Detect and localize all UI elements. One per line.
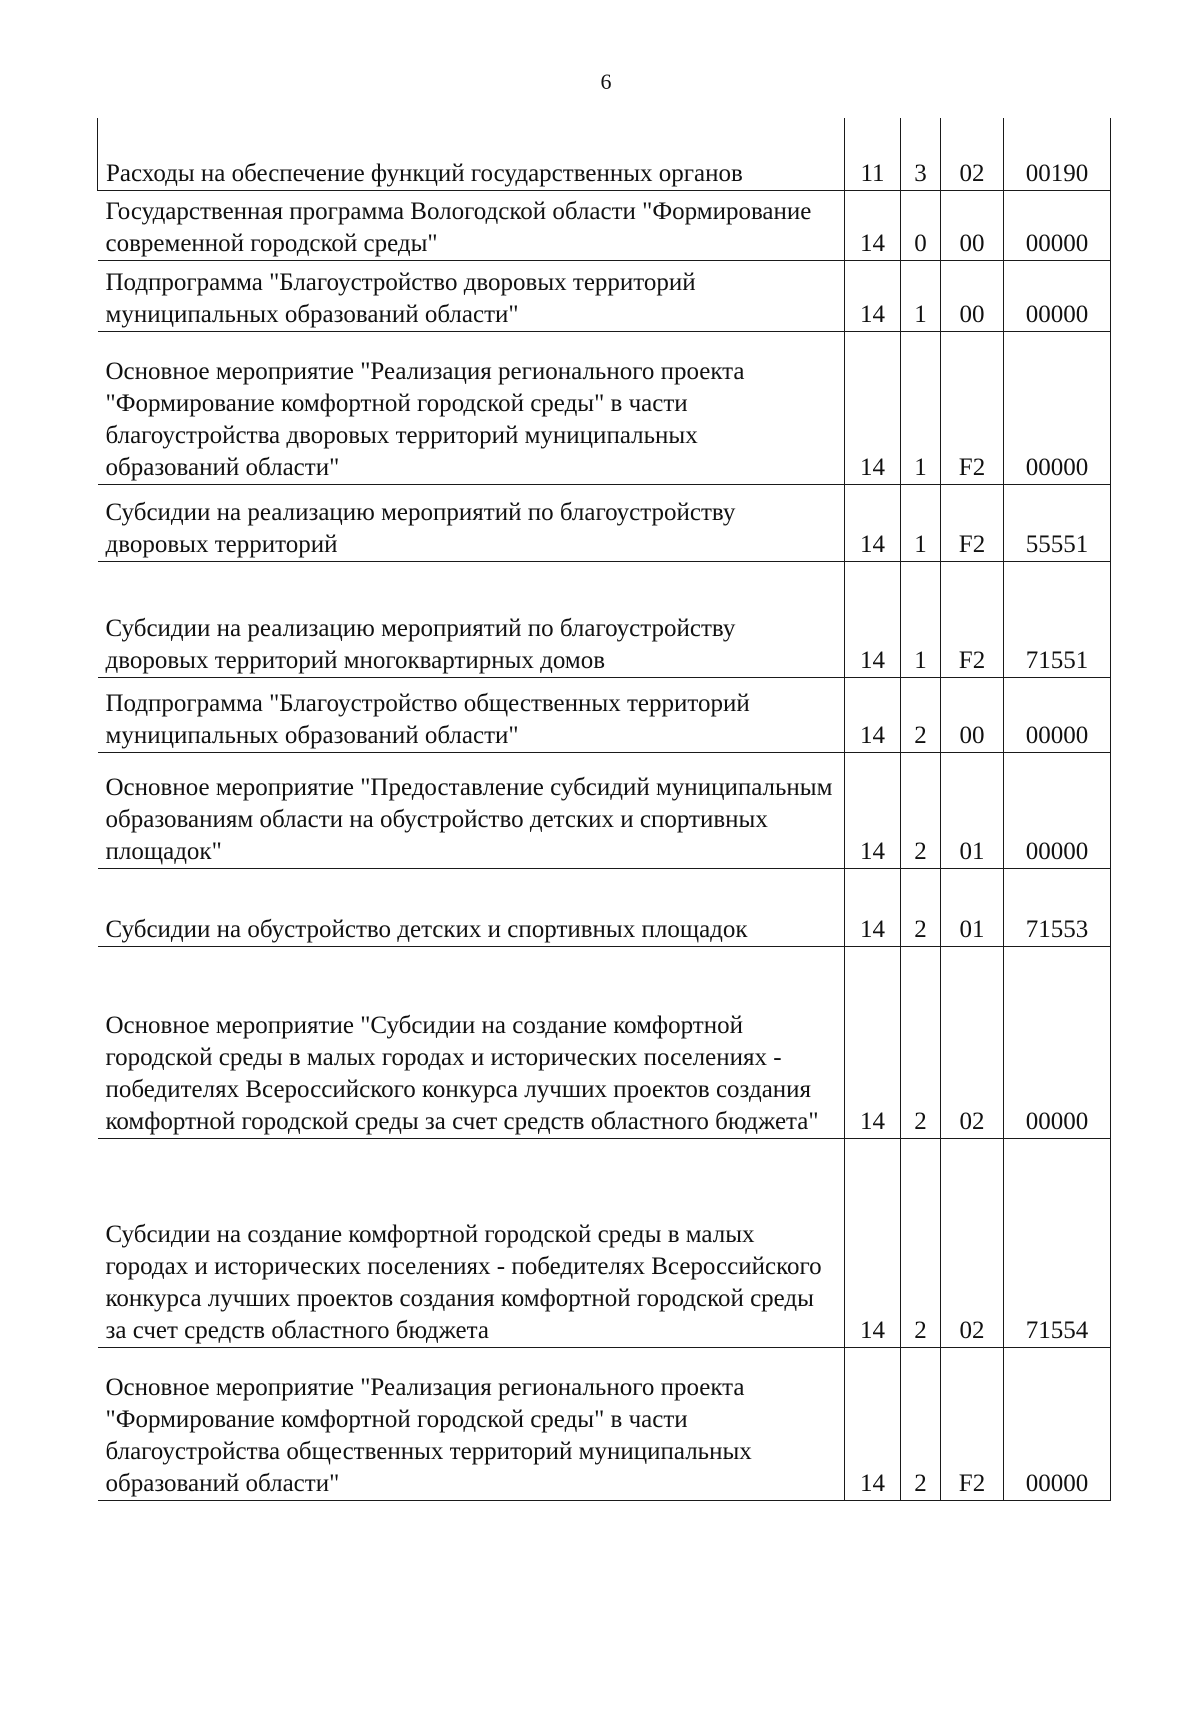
code-direction: 00000 [1004,260,1111,331]
table-row [98,752,1111,868]
code-direction: 55551 [1004,484,1111,561]
code-subprogram: 2 [901,752,941,868]
table-row [98,868,1111,946]
code-event: 01 [941,868,1004,946]
row-name: Основное мероприятие "Реализация регионального проекта "Формирование комфортной городской среды" в части благоустройства дворовых территорий муниципальных образований области" [98,331,845,484]
code-section: 14 [845,868,901,946]
code-event: 01 [941,752,1004,868]
code-subprogram: 3 [901,118,941,190]
code-subprogram: 1 [901,331,941,484]
table-row [98,331,1111,484]
code-direction: 71553 [1004,868,1111,946]
code-event: F2 [941,331,1004,484]
table-row [98,677,1111,752]
code-section: 11 [845,118,901,190]
row-name: Субсидии на реализацию мероприятий по благоустройству дворовых территорий [98,484,845,561]
code-section: 14 [845,484,901,561]
code-section: 14 [845,260,901,331]
code-section: 14 [845,331,901,484]
table-row [98,946,1111,1138]
code-subprogram: 2 [901,946,941,1138]
code-section: 14 [845,190,901,260]
code-event: 00 [941,190,1004,260]
table-row [98,260,1111,331]
code-direction: 71554 [1004,1138,1111,1347]
row-name: Основное мероприятие "Реализация регионального проекта "Формирование комфортной городской среды" в части благоустройства общественных территорий муниципальных образований области" [98,1347,845,1500]
row-name: Субсидии на создание комфортной городской среды в малых городах и исторических поселениях - победителях Всероссийского конкурса лучших проектов создания комфортной городской среды за счет средств областного бюджета [98,1138,845,1347]
code-section: 14 [845,1138,901,1347]
code-section: 14 [845,561,901,677]
row-name: Основное мероприятие "Предоставление субсидий муниципальным образованиям области на обустройство детских и спортивных площадок" [98,752,845,868]
row-name: Субсидии на обустройство детских и спортивных площадок [98,868,845,946]
row-name: Подпрограмма "Благоустройство дворовых территорий муниципальных образований области" [98,260,845,331]
code-subprogram: 1 [901,561,941,677]
code-event: F2 [941,561,1004,677]
row-name: Расходы на обеспечение функций государственных органов [98,118,845,190]
table-row [98,561,1111,677]
table-row [98,190,1111,260]
code-direction: 00190 [1004,118,1111,190]
table-row [98,118,1111,190]
code-section: 14 [845,677,901,752]
code-subprogram: 2 [901,1138,941,1347]
code-direction: 00000 [1004,331,1111,484]
code-direction: 00000 [1004,752,1111,868]
code-subprogram: 0 [901,190,941,260]
page-number: 6 [600,69,612,94]
code-section: 14 [845,946,901,1138]
code-subprogram: 2 [901,1347,941,1500]
code-direction: 00000 [1004,1347,1111,1500]
row-name: Субсидии на реализацию мероприятий по благоустройству дворовых территорий многоквартирных домов [98,561,845,677]
code-event: 02 [941,118,1004,190]
code-event: 00 [941,677,1004,752]
code-direction: 00000 [1004,946,1111,1138]
code-subprogram: 2 [901,868,941,946]
code-section: 14 [845,752,901,868]
code-direction: 00000 [1004,190,1111,260]
code-event: 02 [941,1138,1004,1347]
code-event: 02 [941,946,1004,1138]
code-direction: 00000 [1004,677,1111,752]
table-row [98,1347,1111,1500]
table-row [98,1138,1111,1347]
code-event: F2 [941,1347,1004,1500]
row-name: Основное мероприятие "Субсидии на создание комфортной городской среды в малых городах и исторических поселениях - победителях Всероссийского конкурса лучших проектов создания комфортной городской среды за счет средств областного бюджета" [98,946,845,1138]
budget-classification-table [97,118,1111,1501]
code-subprogram: 1 [901,484,941,561]
row-name: Подпрограмма "Благоустройство общественных территорий муниципальных образований области" [98,677,845,752]
code-event: 00 [941,260,1004,331]
row-name: Государственная программа Вологодской области "Формирование современной городской среды" [98,190,845,260]
code-section: 14 [845,1347,901,1500]
table-row [98,484,1111,561]
code-direction: 71551 [1004,561,1111,677]
code-event: F2 [941,484,1004,561]
code-subprogram: 1 [901,260,941,331]
code-subprogram: 2 [901,677,941,752]
